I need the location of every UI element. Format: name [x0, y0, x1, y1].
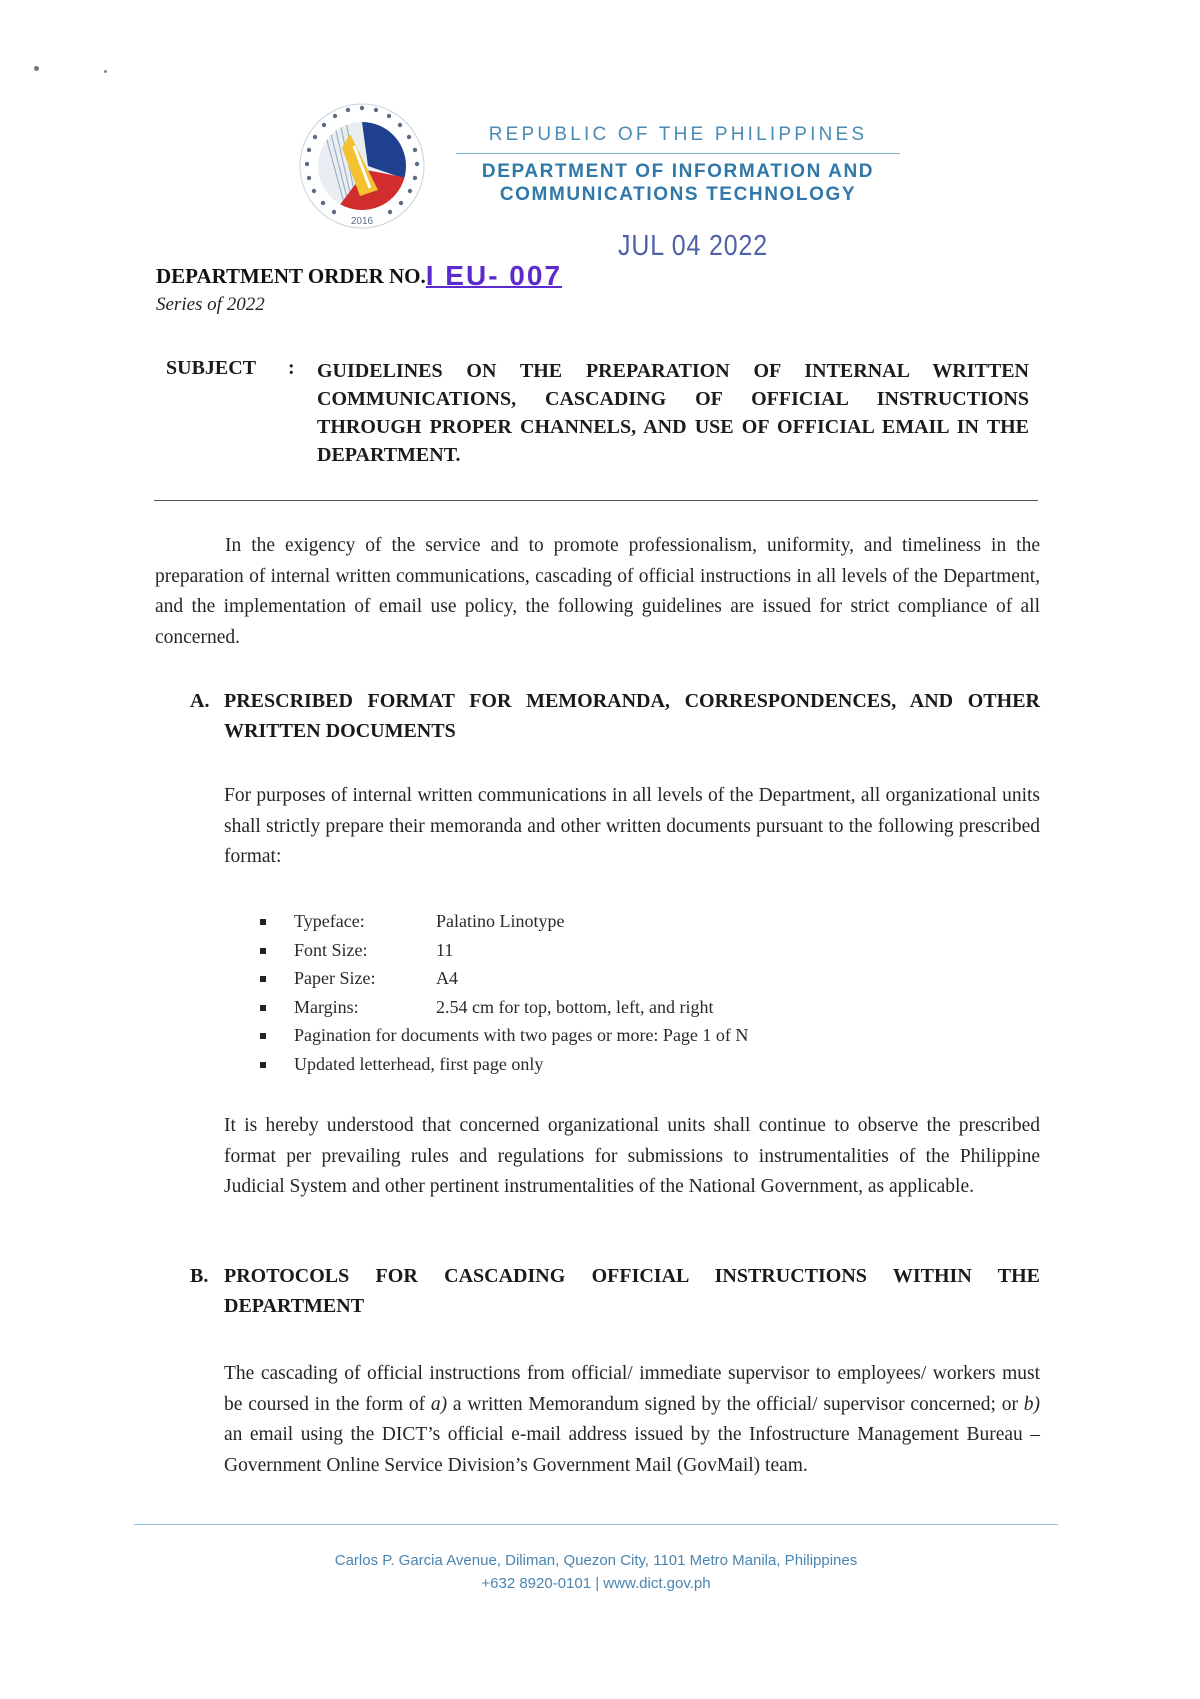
bullet-icon	[260, 1062, 266, 1068]
bullet-icon	[260, 1033, 266, 1039]
list-item-value: 2.54 cm for top, bottom, left, and right	[436, 996, 714, 1017]
paragraph-text: The cascading of official instructions from official/ immediate supervisor to employees/ workers must be coursed in the form of	[224, 1363, 1040, 1415]
paragraph-text: a written Memorandum signed by the official/ supervisor concerned; or	[447, 1393, 1024, 1415]
section-a-paragraph-2: It is hereby understood that concerned organizational units shall continue to observe the prescribed format per prevailing rules and regulations for submissions to instrumentalities of the Philippine Judicial System and other pertinent instrumentalities of the National Government, as applicable.	[224, 1115, 1040, 1197]
footer-divider	[134, 1524, 1058, 1525]
list-item	[258, 1050, 1058, 1079]
list-item-value: A4	[436, 968, 458, 988]
list-item-value: 11	[436, 939, 454, 960]
order-number-line	[156, 260, 562, 292]
bullet-icon	[260, 1005, 266, 1011]
department-name-line1: DEPARTMENT OF INFORMATION AND	[481, 161, 875, 182]
section-b-title: PROTOCOLS FOR CASCADING OFFICIAL INSTRUCTIONS WITHIN THE DEPARTMENT	[224, 1265, 1040, 1317]
list-item-label: Font Size:	[294, 939, 368, 960]
list-item-value: Palatino Linotype	[436, 911, 565, 931]
intro-paragraph: In the exigency of the service and to promote professionalism, uniformity, and timeliness in the preparation of internal written communications, cascading of official instructions in all levels of the Department, and the implementation of email use policy, the following guidelines are issued for strict compliance of all concerned.	[155, 535, 1040, 648]
bullet-icon	[260, 948, 266, 954]
section-b-heading	[190, 1261, 1040, 1321]
date-stamp: JUL 04 2022	[618, 230, 768, 262]
list-item-label: Margins:	[294, 996, 359, 1017]
format-list	[258, 907, 1058, 1078]
dict-seal-logo	[296, 100, 428, 232]
scan-speck	[104, 70, 107, 73]
republic-heading: REPUBLIC OF THE PHILIPPINES	[488, 124, 868, 145]
list-item-label: Typeface:	[294, 911, 365, 931]
header-divider	[456, 153, 900, 154]
list-item	[258, 964, 1058, 993]
order-number-stamp: I EU- 007	[425, 260, 563, 291]
footer-address: Carlos P. Garcia Avenue, Diliman, Quezon City, 1101 Metro Manila, Philippines	[334, 1552, 858, 1569]
list-item	[258, 1021, 1058, 1050]
subject-colon: :	[288, 357, 295, 379]
department-name-line2: COMMUNICATIONS TECHNOLOGY	[499, 184, 857, 205]
subject-label: SUBJECT	[166, 357, 257, 379]
paragraph-marker-b: b)	[1023, 1393, 1040, 1415]
list-item-text: Pagination for documents with two pages or more: Page 1 of N	[294, 1025, 749, 1045]
department-name	[456, 160, 900, 206]
list-item	[258, 936, 1058, 965]
paragraph-text: an email using the DICT’s official e-mail address issued by the Infostructure Management Bureau – Government Online Service Division’s Government Mail (GovMail) team.	[224, 1424, 1040, 1476]
order-label: DEPARTMENT ORDER NO.	[156, 264, 426, 288]
subject-divider	[154, 500, 1038, 501]
bullet-icon	[260, 976, 266, 982]
section-a-letter: A.	[190, 690, 210, 712]
series-year: Series of 2022	[156, 294, 265, 315]
bullet-icon	[260, 919, 266, 925]
list-item	[258, 907, 1058, 936]
footer-contact: +632 8920-0101 | www.dict.gov.ph	[481, 1575, 711, 1592]
scan-speck	[34, 66, 39, 71]
section-b-letter: B.	[190, 1265, 209, 1287]
subject-text: GUIDELINES ON THE PREPARATION OF INTERNAL WRITTEN COMMUNICATIONS, CASCADING OF OFFICIAL INSTRUCTIONS THROUGH PROPER CHANNELS, AND USE OF OFFICIAL EMAIL IN THE DEPARTMENT.	[317, 360, 1029, 466]
section-a-title: PRESCRIBED FORMAT FOR MEMORANDA, CORRESPONDENCES, AND OTHER WRITTEN DOCUMENTS	[224, 690, 1040, 742]
list-item-text: Updated letterhead, first page only	[294, 1053, 544, 1074]
seal-year: 2016	[350, 216, 374, 227]
section-a-paragraph-1: For purposes of internal written communications in all levels of the Department, all organizational units shall strictly prepare their memoranda and other written documents pursuant to the following prescribed format:	[224, 785, 1040, 867]
list-item	[258, 993, 1058, 1022]
section-a-heading	[190, 686, 1040, 746]
list-item-label: Paper Size:	[294, 968, 376, 988]
paragraph-marker-a: a)	[430, 1393, 448, 1415]
section-b-paragraph-1	[224, 1359, 1040, 1481]
